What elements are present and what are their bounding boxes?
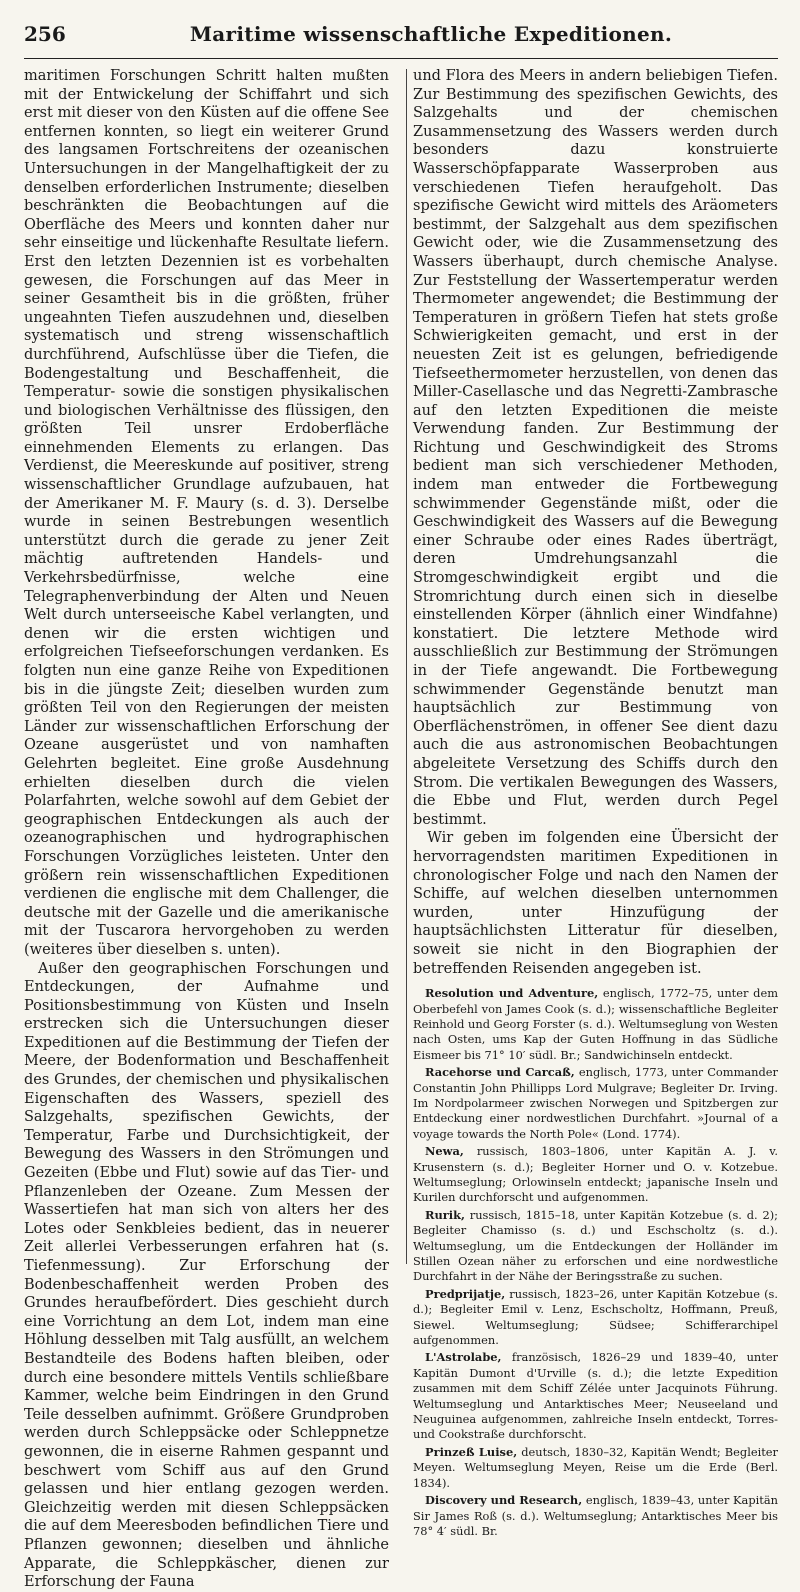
ship-name: Racehorse und Carcaß, [425, 1065, 575, 1080]
ship-name: Newa, [425, 1144, 464, 1159]
ship-name: Resolution und Adventure, [425, 986, 599, 1001]
ship-name: Prinzeß Luise, [425, 1444, 518, 1459]
list-item [413, 1208, 778, 1285]
list-item [413, 1287, 778, 1349]
entry-text: englisch, 1772–75, unter dem Oberbefehl von James Cook (s. d.); wissenschaftliche Begleiter Reinhold und Georg Forster (s. d.). Weltumseglung von Westen nach Osten, ums Kap der Guten Hoffnung in das Südliche Eismeer bis 71° 10′ südl. Br.; Sandwichinseln entdeckt. [413, 986, 779, 1062]
paragraph: Wir geben im folgenden eine Übersicht der hervorragendsten maritimen Expeditionen in chronologischer Folge und nach den Namen der Schiffe, auf welchen dieselben unternommen wurden, unter Hinzufügung der hauptsächlichsten Litteratur für dieselben, soweit sie nicht in den Biographien der betreffenden Reisenden angegeben ist. [413, 830, 778, 977]
right-column [413, 67, 778, 1592]
entry-text: französisch, 1826–29 und 1839–40, unter Kapitän Dumont d'Urville (s. d.); die letzte Expedition zusammen mit dem Schiff Zélée unter Jacquinots Führung. Weltumseglung und Antarktisches Meer; Neuseeland und Neuguinea aufgenommen, zahlreiche Inseln entdeckt, Torres- und Cookstraße durchforscht. [413, 1350, 778, 1442]
entry-text: russisch, 1823–26, unter Kapitän Kotzebue (s. d.); Begleiter Emil v. Lenz, Eschscholtz, Hoffmann, Preuß, Siewel. Weltumseglung; Südsee; Schifferarchipel aufgenommen. [413, 1286, 778, 1348]
left-column [24, 67, 389, 1592]
entry-text: englisch, 1773, unter Commander Constantin John Phillipps Lord Mulgrave; Begleiter Dr. Irving. Im Nordpolarmeer zwischen Norwegen und Spitzbergen zur Entdeckung einer nordwestlichen Durchfahrt. »Journal of a voyage towards the North Pole« (Lond. 1774). [413, 1065, 778, 1141]
ship-name: Discovery und Research, [425, 1493, 583, 1508]
ship-name: Rurik, [425, 1207, 465, 1222]
column-divider [406, 69, 407, 1264]
paragraph: und Flora des Meers in andern beliebigen Tiefen. Zur Bestimmung des spezifischen Gewichts, des Salzgehalts und der chemischen Zusammensetzung des Wassers werden durch besonders dazu konstruierte Wasserschöpfapparate Wasserproben aus verschiedenen Tiefen heraufgeholt. Das spezifische Gewicht wird mittels des Aräometers bestimmt, der Salzgehalt aus dem spezifischen Gewicht oder, wie die Zusammensetzung des Wassers überhaupt, durch chemische Analyse. Zur Feststellung der Wassertemperatur werden Thermometer angewendet; die Bestimmung der Temperaturen in größern Tiefen hat stets große Schwierigkeiten gemacht, und erst in der neuesten Zeit ist es gelungen, befriedigende Tiefseethermometer herzustellen, von denen das Miller-Casellasche und das Negretti-Zambrasche auf den letzten Expeditionen die meiste Verwendung fanden. Zur Bestimmung der Richtung und Geschwindigkeit des Stroms bedient man sich verschiedener Methoden, indem man entweder die Fortbewegung schwimmender Gegenstände mißt, oder die Geschwindigkeit des Wassers auf die Bewegung einer Schraube oder eines Rades überträgt, deren Umdrehungsanzahl die Stromgeschwindigkeit ergibt und die Stromrichtung durch einen sich in dieselbe einstellenden Körper (ähnlich einer Windfahne) konstatiert. Die letztere Methode wird ausschließlich zur Bestimmung der Strömungen in der Tiefe angewandt. Die Fortbewegung schwimmender Gegenstände benutzt man hauptsächlich zur Bestimmung von Oberflächenströmen, in offener See dient dazu auch die aus astronomischen Beobachtungen abgeleitete Versetzung des Schiffs durch den Strom. Die vertikalen Bewegungen des Wassers, die Ebbe und Flut, werden durch Pegel bestimmt. [413, 68, 778, 828]
list-item [413, 1493, 778, 1539]
list-item [413, 1350, 778, 1442]
list-item [413, 1144, 778, 1206]
entry-text: russisch, 1815–18, unter Kapitän Kotzebue (s. d. 2); Begleiter Chamisso (s. d.) und Eschscholtz (s. d.). Weltumseglung, um die Entdeckungen der Holländer im Stillen Ozean näher zu erforschen und eine nordwestliche Durchfahrt in der Nähe der Beringsstraße zu suchen. [413, 1207, 778, 1284]
entry-text: russisch, 1803–1806, unter Kapitän A. J. v. Krusenstern (s. d.); Begleiter Horner und O. v. Kotzebue. Weltumseglung; Orlowinseln entdeckt; japanische Inseln und Kurilen durchforscht und aufgenommen. [413, 1144, 778, 1205]
list-item [413, 1065, 778, 1142]
page-header [24, 22, 778, 59]
entry-text: deutsch, 1830–32, Kapitän Wendt; Begleiter Meyen. Weltumseglung Meyen, Reise um die Erde (Berl. 1834). [413, 1444, 778, 1490]
list-item [413, 986, 778, 1063]
entry-text: englisch, 1839–43, unter Kapitän Sir James Roß (s. d.). Weltumseglung; Antarktisches Meer bis 78° 4′ südl. Br. [413, 1493, 778, 1538]
ship-name: L'Astrolabe, [425, 1350, 502, 1365]
paragraph: Außer den geographischen Forschungen und Entdeckungen, der Aufnahme und Positionsbestimmung von Küsten und Inseln erstrecken sich die Untersuchungen dieser Expeditionen auf die Bestimmung der Tiefen der Meere, der Bodenformation und Beschaffenheit des Grundes, der chemischen und physikalischen Eigenschaften des Wassers, speziell des Salzgehalts, spezifischen Gewichts, der Temperatur, Farbe und Durchsichtigkeit, der Bewegung des Wassers in den Strömungen und Gezeiten (Ebbe und Flut) sowie auf das Tier- und Pflanzenleben der Ozeane. Zum Messen der Wassertiefen hat man sich von alters her des Lotes oder Senkbleies bedient, das in neuerer Zeit allerlei Verbesserungen erfahren hat (s. Tiefenmessung). Zur Erforschung der Bodenbeschaffenheit werden Proben des Grundes heraufbefördert. Dies geschieht durch eine Vorrichtung an dem Lot, indem man eine Höhlung desselben mit Talg ausfüllt, an welchem Bestandteile des Bodens haften bleiben, oder durch eine besondere mittels Ventils schließbare Kammer, welche beim Eindringen in den Grund Teile desselben aufnimmt. Größere Grundproben werden durch Schleppsäcke oder Schleppnetze gewonnen, die in eiserne Rahmen gespannt und beschwert vom Schiff aus auf den Grund gelassen und hier entlang gezogen werden. Gleichzeitig werden mit diesen Schleppsäcken die auf dem Meeresboden befindlichen Tiere und Pflanzen gewonnen; dieselben und ähnliche Apparate, die Schleppkäscher, dienen zur Erforschung der Fauna [24, 960, 389, 1591]
page-number: 256 [24, 22, 66, 46]
ship-name: Predprijatje, [425, 1286, 506, 1301]
paragraph: maritimen Forschungen Schritt halten mußten mit der Entwickelung der Schiffahrt und sich erst mit dieser von den Küsten auf die offene See entfernen konnten, so liegt ein weiterer Grund des langsamen Fortschreitens der ozeanischen Untersuchungen in der Mangelhaftigkeit der zu denselben erforderlichen Instrumente; dieselben beschränkten die Beobachtungen auf die Oberfläche des Meers und konnten daher nur sehr einseitige und lückenhafte Resultate liefern. Erst den letzten Dezennien ist es vorbehalten gewesen, die Forschungen auf das Meer in seiner Gesamtheit bis in die größten, früher ungeahnten Tiefen auszudehnen und, dieselben systematisch und streng wissenschaftlich durchführend, Aufschlüsse über die Tiefen, die Bodengestaltung und Beschaffenheit, die Temperatur- sowie die sonstigen physikalischen und biologischen Verhältnisse des flüssigen, den größten Teil unsrer Erdoberfläche einnehmenden Elements zu erlangen. Das Verdienst, die Meereskunde auf positiver, streng wissenschaftlicher Grundlage aufzubauen, hat der Amerikaner M. F. Maury (s. d. 3). Derselbe wurde in seinen Bestrebungen wesentlich unterstützt durch die gerade zu jener Zeit mächtig auftretenden Handels- und Verkehrsbedürfnisse, welche eine Telegraphenverbindung der Alten und Neuen Welt durch unterseeische Kabel verlangten, und denen wir die ersten wichtigen und erfolgreichen Tiefseeforschungen verdanken. Es folgten nun eine ganze Reihe von Expeditionen bis in die jüngste Zeit; dieselben wurden zum größten Teil von den Regierungen der meisten Länder zur wissenschaftlichen Erforschung der Ozeane ausgerüstet und von namhaften Gelehrten begleitet. Eine große Ausdehnung erhielten dieselben durch die vielen Polarfahrten, welche sowohl auf dem Gebiet der geographischen Entdeckungen als auch der ozeanographischen und hydrographischen Forschungen Vorzügliches leisteten. Unter den größern rein wissenschaftlichen Expeditionen verdienen die englische mit dem Challenger, die deutsche mit der Gazelle und die amerikanische mit der Tuscarora hervorgehoben zu werden (weiteres über dieselben s. unten). [24, 68, 389, 958]
text-columns [24, 67, 778, 1592]
expedition-list [413, 986, 778, 1539]
list-item [413, 1445, 778, 1491]
running-title: Maritime wissenschaftliche Expeditionen. [189, 22, 673, 46]
